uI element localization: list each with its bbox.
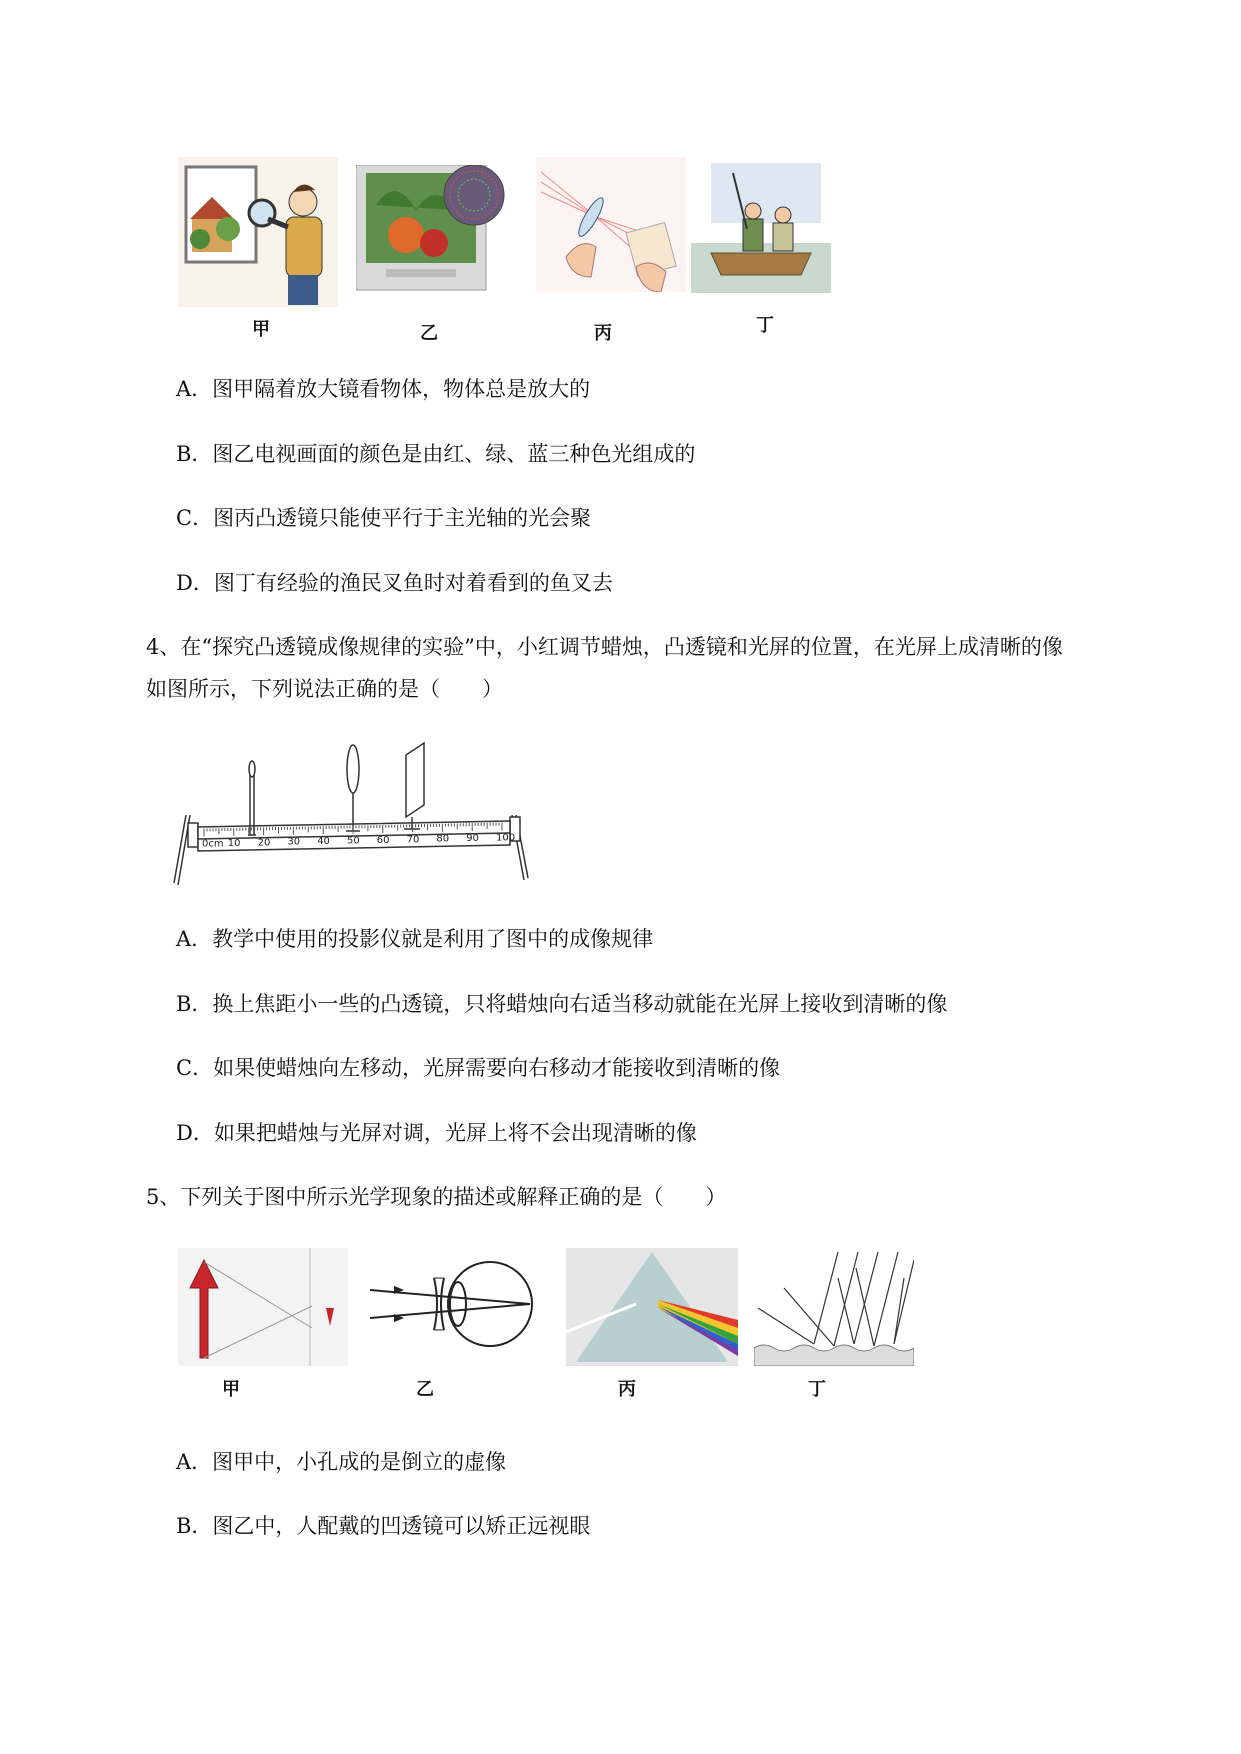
diffuse-reflection-picture: [754, 1248, 914, 1366]
q4-option-c: C．如果使蜡烛向左移动，光屏需要向右移动才能接收到清晰的像: [176, 1056, 781, 1080]
q3-figure-row: [176, 155, 836, 345]
q3-option-a: A．图甲隔着放大镜看物体，物体总是放大的: [176, 377, 591, 401]
figure-label-yi: 乙: [420, 323, 438, 344]
q3-option-d: D．图丁有经验的渔民叉鱼时对着看到的鱼叉去: [176, 571, 613, 595]
q5-stem: 5、下列关于图中所示光学现象的描述或解释正确的是（ ）: [146, 1185, 727, 1209]
eye-concave-lens-picture: [370, 1248, 540, 1366]
q3-option-c: C．图丙凸透镜只能使平行于主光轴的光会聚: [176, 506, 592, 530]
ruler-label: 60: [376, 834, 390, 846]
ruler-label: 30: [287, 836, 301, 848]
figure-label-bing: 丙: [618, 1379, 636, 1400]
ruler-label: 40: [317, 836, 330, 848]
ruler-label: 70: [406, 834, 420, 846]
q4-option-b: B．换上焦距小一些的凸透镜，只将蜡烛向右适当移动就能在光屏上接收到清晰的像: [176, 992, 948, 1016]
prism-picture: [566, 1248, 738, 1366]
figure-label-ding: 丁: [756, 315, 774, 336]
q4-option-a: A．教学中使用的投影仪就是利用了图中的成像规律: [176, 927, 654, 951]
ruler-label: 0cm: [202, 838, 224, 850]
q5-option-b: B．图乙中，人配戴的凹透镜可以矫正远视眼: [176, 1514, 591, 1538]
figure-label-jia: 甲: [252, 319, 270, 340]
figure-label-ding: 丁: [808, 1379, 826, 1400]
tv-picture: [356, 165, 506, 295]
ruler-label: 10: [227, 837, 241, 849]
ruler-label: 80: [436, 833, 450, 845]
ruler-label: 100: [496, 832, 516, 844]
q5-figure-row: [178, 1248, 918, 1398]
magnifier-picture: [178, 157, 338, 307]
figure-label-yi: 乙: [416, 1379, 434, 1400]
q3-option-b: B．图乙电视画面的颜色是由红、绿、蓝三种色光组成的: [176, 442, 696, 466]
q4-stem-line1: 4、在“探究凸透镜成像规律的实验”中，小红调节蜡烛，凸透镜和光屏的位置，在光屏上成清晰的像: [146, 635, 1063, 659]
lens-picture: [536, 157, 686, 292]
q4-option-d: D．如果把蜡烛与光屏对调，光屏上将不会出现清晰的像: [176, 1121, 697, 1145]
pinhole-picture: [178, 1248, 348, 1366]
ruler-label: 50: [347, 835, 360, 847]
figure-label-bing: 丙: [594, 323, 612, 344]
figure-label-jia: 甲: [222, 1379, 240, 1400]
optical-bench-diagram: [170, 735, 530, 895]
ruler-label: 90: [466, 833, 479, 845]
ruler-label: 20: [257, 837, 271, 849]
fishing-picture: [691, 163, 831, 298]
q4-stem-line2: 如图所示，下列说法正确的是（ ）: [146, 677, 503, 701]
q5-option-a: A．图甲中，小孔成的是倒立的虚像: [176, 1450, 507, 1474]
